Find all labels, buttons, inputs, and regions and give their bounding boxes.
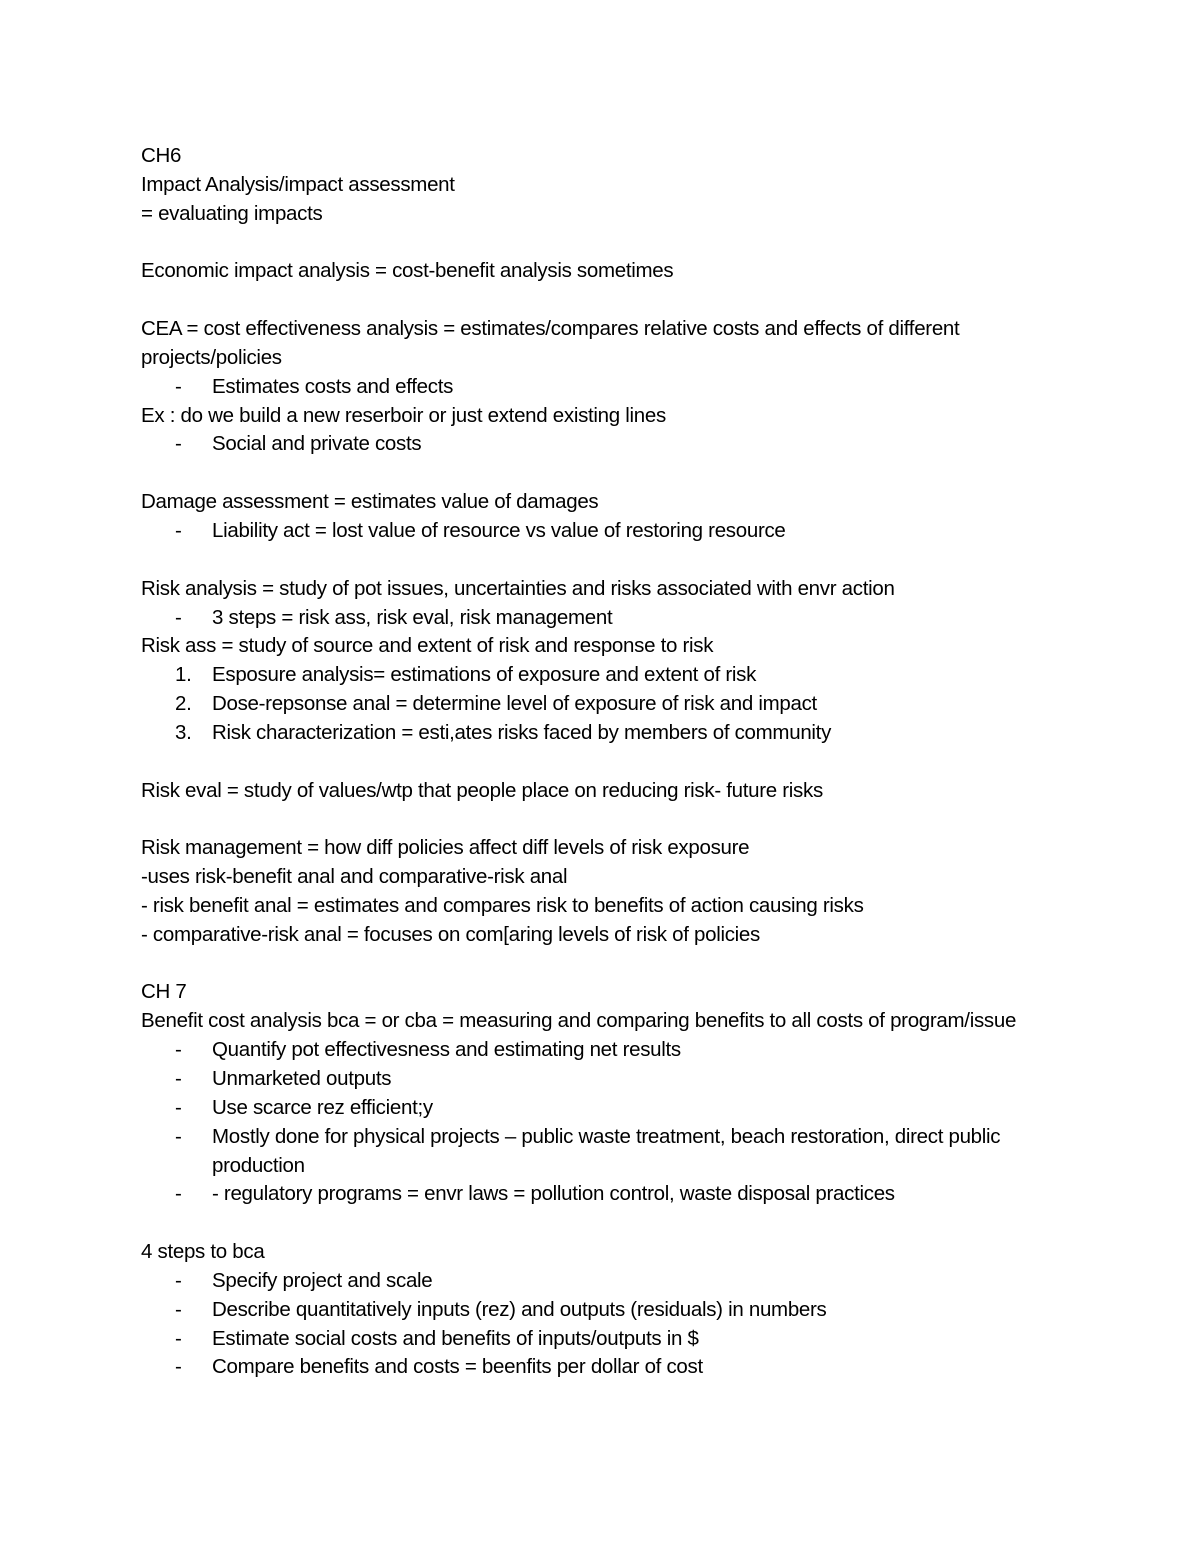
bullet-text: 3 steps = risk ass, risk eval, risk management (212, 605, 613, 629)
blank-line (141, 229, 1051, 258)
text-paragraph: Benefit cost analysis bca = or cba = measuring and comparing benefits to all costs of program/issue (141, 1009, 1017, 1033)
bullet-item (141, 1094, 1051, 1123)
bullet-dash: - (175, 1268, 182, 1292)
bullet-dash: - (175, 432, 182, 456)
numbered-text: Risk characterization = esti,ates risks faced by members of community (212, 720, 832, 744)
heading-ch7: CH 7 (141, 980, 187, 1004)
numbered-text: Dose-repsonse anal = determine level of exposure of risk and impact (212, 692, 817, 716)
bullet-text: Social and private costs (212, 432, 422, 456)
bullet-text: Specify project and scale (212, 1268, 433, 1292)
text-paragraph: CEA = cost effectiveness analysis = estimates/compares relative costs and effects of different projects/policies (141, 317, 960, 369)
bullet-dash: - (175, 1095, 182, 1119)
bullet-text: Estimate social costs and benefits of inputs/outputs in $ (212, 1326, 699, 1350)
blank-line (141, 1209, 1051, 1238)
text-line: -uses risk-benefit anal and comparative-risk anal (141, 865, 568, 889)
bullet-item (141, 1180, 1051, 1209)
bullet-dash: - (175, 1124, 182, 1148)
blank-line (141, 459, 1051, 488)
bullet-item (141, 517, 1051, 546)
text-line: Ex : do we build a new reserboir or just extend existing lines (141, 403, 666, 427)
bullet-item (141, 1325, 1051, 1354)
bullet-dash: - (175, 1182, 182, 1206)
text-line: Risk eval = study of values/wtp that people place on reducing risk- future risks (141, 778, 823, 802)
bullet-item (141, 1296, 1051, 1325)
bullet-item (141, 1267, 1051, 1296)
blank-line (141, 546, 1051, 575)
text-line: Risk management = how diff policies affect diff levels of risk exposure (141, 836, 750, 860)
bullet-text: Use scarce rez efficient;y (212, 1095, 433, 1119)
bullet-dash: - (175, 374, 182, 398)
text-line: = evaluating impacts (141, 201, 323, 225)
bullet-text: Unmarketed outputs (212, 1067, 392, 1090)
numbered-item (141, 690, 1051, 719)
bullet-dash: - (175, 1038, 182, 1062)
bullet-text: Compare benefits and costs = beenfits per dollar of cost (212, 1355, 703, 1379)
bullet-text: Mostly done for physical projects – public waste treatment, beach restoration, direct public production (212, 1124, 1001, 1177)
bullet-dash: - (175, 1326, 182, 1350)
bullet-text: Liability act = lost value of resource vs value of restoring resource (212, 518, 786, 542)
bullet-item (141, 373, 1051, 402)
bullet-text: - regulatory programs = envr laws = pollution control, waste disposal practices (212, 1182, 895, 1206)
bullet-item (141, 1065, 1051, 1094)
bullet-text: Estimates costs and effects (212, 374, 454, 398)
blank-line (141, 805, 1051, 834)
blank-line (141, 748, 1051, 777)
text-line: Risk ass = study of source and extent of risk and response to risk (141, 634, 714, 658)
bullet-dash: - (175, 1067, 182, 1090)
text-line: Economic impact analysis = cost-benefit analysis sometimes (141, 259, 674, 283)
bullet-item (141, 430, 1051, 459)
bullet-item (141, 1353, 1051, 1382)
bullet-dash: - (175, 605, 182, 629)
bullet-item (141, 1036, 1051, 1065)
list-number: 1. (175, 663, 192, 687)
blank-line (141, 286, 1051, 315)
numbered-item (141, 719, 1051, 748)
text-line: Impact Analysis/impact assessment (141, 172, 455, 196)
list-number: 2. (175, 692, 192, 716)
bullet-dash: - (175, 1297, 182, 1321)
text-line: - risk benefit anal = estimates and compares risk to benefits of action causing risks (141, 893, 864, 917)
bullet-item (141, 1123, 1051, 1181)
document-body (141, 142, 1051, 1382)
text-line: 4 steps to bca (141, 1240, 265, 1264)
bullet-text: Quantify pot effectivesness and estimating net results (212, 1038, 681, 1062)
bullet-dash: - (175, 1355, 182, 1379)
text-line: Risk analysis = study of pot issues, uncertainties and risks associated with envr action (141, 576, 895, 600)
numbered-text: Esposure analysis= estimations of exposure and extent of risk (212, 663, 757, 687)
text-line: Damage assessment = estimates value of damages (141, 490, 599, 514)
bullet-text: Describe quantitatively inputs (rez) and outputs (residuals) in numbers (212, 1297, 827, 1321)
bullet-dash: - (175, 518, 182, 542)
numbered-item (141, 661, 1051, 690)
text-line: - comparative-risk anal = focuses on com[aring levels of risk of policies (141, 922, 760, 946)
blank-line (141, 950, 1051, 979)
heading-ch6: CH6 (141, 144, 182, 167)
list-number: 3. (175, 720, 192, 744)
bullet-item (141, 604, 1051, 633)
